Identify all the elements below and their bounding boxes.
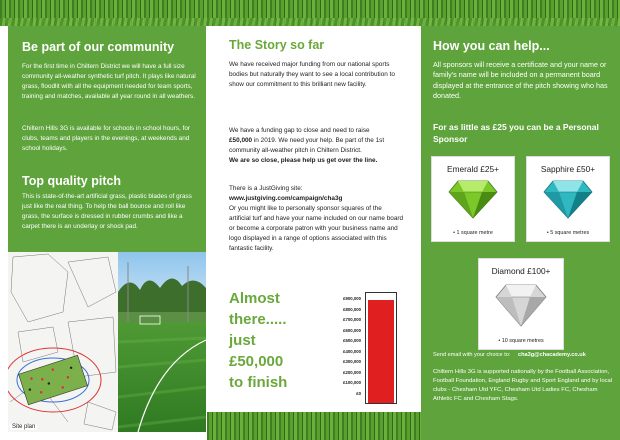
email-line	[433, 352, 619, 358]
diamond-gem-icon	[495, 283, 547, 327]
diamond-card-note: • 10 square metres	[498, 338, 544, 344]
grass-banner-top	[0, 0, 620, 26]
axis-tick: £200,000	[343, 369, 361, 375]
diamond-sponsor-card[interactable]	[478, 258, 564, 350]
email-label: Send email with your choice to:	[433, 352, 511, 358]
pitch-quality-heading: Top quality pitch	[22, 174, 122, 188]
site-plan-image	[8, 252, 118, 432]
community-paragraph-1: For the first time in Chiltern District we will have a full size community all-weather synthetic turf pitch. It plays like natural grass, floodlit with all the equipment needed for team sports, training and matches, available all year round in all weathers.	[22, 63, 196, 100]
site-plan-drawing	[8, 252, 118, 432]
axis-tick: £400,000	[343, 348, 361, 354]
axis-tick: £700,000	[343, 317, 361, 322]
pitch-quality-paragraph: This is state-of-the-art artificial grass, plastic blades of grass just like the real thing. To help the ball bounce and roll like grass, the surface is dressed in rubber crumbs and like a carpet there is an underlay or shock pad.	[22, 193, 192, 230]
funding-year-text: in 2019. We need your help. Be part of the 1st community all-weather pitch in Chiltern District.	[229, 136, 385, 154]
diamond-card-title: Diamond £100+	[491, 266, 551, 276]
story-paragraph-2	[229, 126, 405, 166]
community-paragraph-2: Chiltern Hills 3G is available for schools in school hours, for clubs, teams and players in the evenings, at weekends and school holidays.	[22, 125, 191, 152]
supporters-paragraph: Chiltern Hills 3G is supported nationally by the Football Association, Football Foundation, England Rugby and Sport England and by local clubs - Chesham Utd YFC, Chesham Utd Ladies FC, Chesham Athletic FC and Chesham Stags.	[433, 369, 613, 403]
axis-tick: £100,000	[343, 380, 361, 385]
help-panel	[421, 26, 620, 440]
slogan-line: Almost	[229, 290, 280, 307]
email-address[interactable]: cha3g@chacademy.co.uk	[517, 352, 586, 358]
help-paragraph: All sponsors will receive a certificate and your name or family's name will be included on a permanent board displayed at the entrance of the pitch showing who has donated.	[433, 60, 608, 101]
bottom-margin	[0, 432, 207, 440]
axis-tick: £800,000	[343, 306, 361, 312]
axis-tick: £900,000	[343, 296, 361, 301]
story-heading: The Story so far	[229, 38, 325, 52]
emerald-card-note: • 1 square metre	[453, 230, 493, 236]
slogan-line: to finish	[229, 374, 288, 391]
slogan-line: just	[229, 332, 256, 349]
funding-amount: £50,000	[229, 136, 253, 144]
axis-tick: £600,000	[343, 327, 361, 333]
sponsorship-text: Or you might like to personally sponsor squares of the artificial turf and have your name included on our name board or become a corporate patron with your business name and logo displayed in a range of options associated with this fantastic facility.	[229, 204, 404, 252]
emerald-gem-icon	[448, 179, 498, 219]
justgiving-intro: There is a JustGiving site:	[229, 185, 303, 192]
justgiving-link[interactable]: www.justgiving.com/campaign/cha3g	[229, 194, 343, 202]
community-panel	[8, 26, 206, 252]
pitch-photo	[118, 252, 206, 432]
axis-tick: £300,000	[343, 359, 361, 364]
emerald-sponsor-card[interactable]	[431, 156, 515, 242]
personal-sponsor-heading: For as little as £25 you can be a Personal Sponsor	[433, 122, 599, 144]
pitch-photo-drawing	[118, 252, 206, 432]
story-panel	[207, 26, 415, 412]
funding-gap-text: We have a funding gap to close and need to raise	[229, 127, 370, 134]
sapphire-sponsor-card[interactable]	[526, 156, 610, 242]
fundraising-progress-fill	[368, 300, 394, 403]
thermometer-axis	[333, 294, 361, 399]
axis-tick: £0	[356, 390, 361, 396]
slogan-line: £50,000	[229, 353, 284, 370]
story-paragraph-1: We have received major funding from our national sports bodies but naturally they want to see a local contribution to show our commitment to this brilliant new facility.	[229, 61, 395, 88]
sapphire-card-note: • 5 square metres	[546, 230, 590, 236]
slogan-line: there.....	[229, 311, 287, 328]
sapphire-gem-icon	[543, 179, 593, 219]
sapphire-card-title: Sapphire £50+	[540, 164, 596, 174]
emerald-card-title: Emerald £25+	[447, 164, 499, 174]
site-plan-label: Site plan	[12, 424, 36, 430]
fundraising-thermometer	[365, 292, 397, 404]
story-paragraph-3	[229, 184, 405, 253]
axis-tick: £500,000	[343, 338, 361, 343]
almost-there-slogan	[229, 288, 329, 393]
help-heading: How you can help...	[433, 39, 550, 53]
community-heading: Be part of our community	[22, 40, 175, 54]
help-appeal-text: We are so close, please help us get over the line.	[229, 156, 378, 164]
